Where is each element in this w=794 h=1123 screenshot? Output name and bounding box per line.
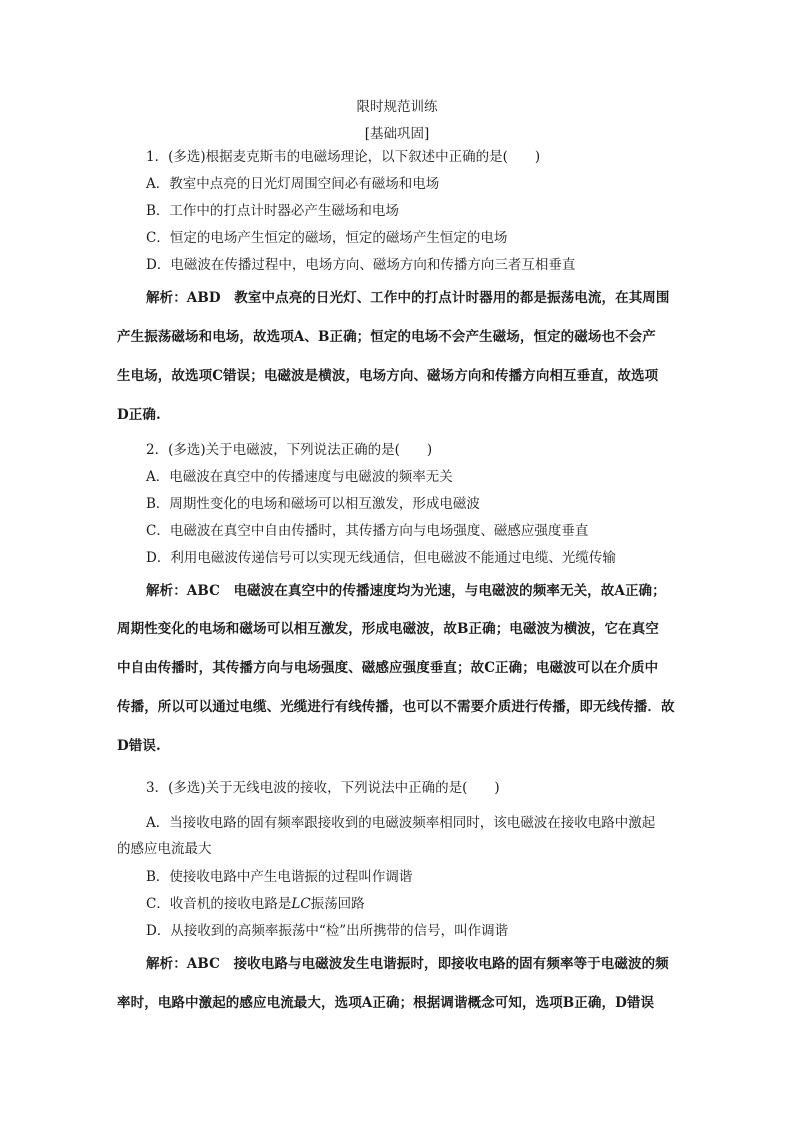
question-3-analysis-line: 率时，电路中激起的感应电流最大，选项A正确；根据调谐概念可知，选项B正确，D错误 <box>117 995 655 1011</box>
question-3-option-a: A．当接收电路的固有频率跟接收到的电磁波频率相同时，该电磁波在接收电路中激起 <box>146 815 656 831</box>
question-1-option-c: C．恒定的电场产生恒定的磁场，恒定的磁场产生恒定的电场 <box>146 230 508 246</box>
question-1-analysis-line: 解析：ABD 教室中点亮的日光灯、工作中的打点计时器用的都是振荡电流，在其周围 <box>146 290 670 306</box>
question-1-option-a: A．教室中点亮的日光灯周围空间必有磁场和电场 <box>146 176 440 192</box>
question-3-option-a-continued: 的感应电流最大 <box>117 841 212 857</box>
question-1-stem: 1．(多选)根据麦克斯韦的电磁场理论，以下叙述中正确的是( ) <box>146 149 541 165</box>
question-3-analysis-line: 解析：ABC 接收电路与电磁波发生电谐振时，即接收电路的固有频率等于电磁波的频 <box>146 956 669 972</box>
question-2-analysis-line: 传播，所以可以通过电缆、光缆进行有线传播，也可以不需要介质进行传播，即无线传播．故 <box>117 699 675 715</box>
question-3-stem: 3．(多选)关于无线电波的接收，下列说法中正确的是( ) <box>146 780 500 796</box>
question-2-option-a: A．电磁波在真空中的传播速度与电磁波的频率无关 <box>146 469 453 485</box>
question-2-analysis-line: D错误. <box>117 738 161 754</box>
question-3-option-b: B．使接收电路中产生电谐振的过程叫作调谐 <box>146 869 413 885</box>
question-2-analysis-line: 中自由传播时，其传播方向与电场强度、磁感应强度垂直；故C正确；电磁波可以在介质中 <box>117 660 659 676</box>
question-1-analysis-line: D正确. <box>117 407 161 423</box>
section-heading: [基础巩固] <box>364 126 430 142</box>
question-2-option-b: B．周期性变化的电场和磁场可以相互激发，形成电磁波 <box>146 496 480 512</box>
question-2-stem: 2．(多选)关于电磁波，下列说法正确的是( ) <box>146 442 433 458</box>
question-3-option-d: D．从接收到的高频率振荡中“检”出所携带的信号，叫作调谐 <box>146 923 509 939</box>
question-2-analysis-line: 周期性变化的电场和磁场可以相互激发，形成电磁波，故B正确；电磁波为横波，它在真空 <box>117 621 659 637</box>
question-3-option-c: C．收音机的接收电路是LC振荡回路 <box>146 896 365 912</box>
question-1-analysis-line: 生电场，故选项C错误；电磁波是横波，电场方向、磁场方向和传播方向相互垂直，故选项 <box>117 368 659 384</box>
question-2-option-d: D．利用电磁波传递信号可以实现无线通信，但电磁波不能通过电缆、光缆传输 <box>146 550 616 566</box>
question-2-option-c: C．电磁波在真空中自由传播时，其传播方向与电场强度、磁感应强度垂直 <box>146 523 589 539</box>
question-2-analysis-line: 解析：ABC 电磁波在真空中的传播速度均为光速，与电磁波的频率无关，故A正确； <box>146 583 666 599</box>
question-1-analysis-line: 产生振荡磁场和电场，故选项A、B正确；恒定的电场不会产生磁场，恒定的磁场也不会产 <box>117 329 656 345</box>
question-1-option-b: B．工作中的打点计时器必产生磁场和电场 <box>146 203 399 219</box>
page-title: 限时规范训练 <box>356 99 438 115</box>
question-1-option-d: D．电磁波在传播过程中，电场方向、磁场方向和传播方向三者互相垂直 <box>146 257 576 273</box>
